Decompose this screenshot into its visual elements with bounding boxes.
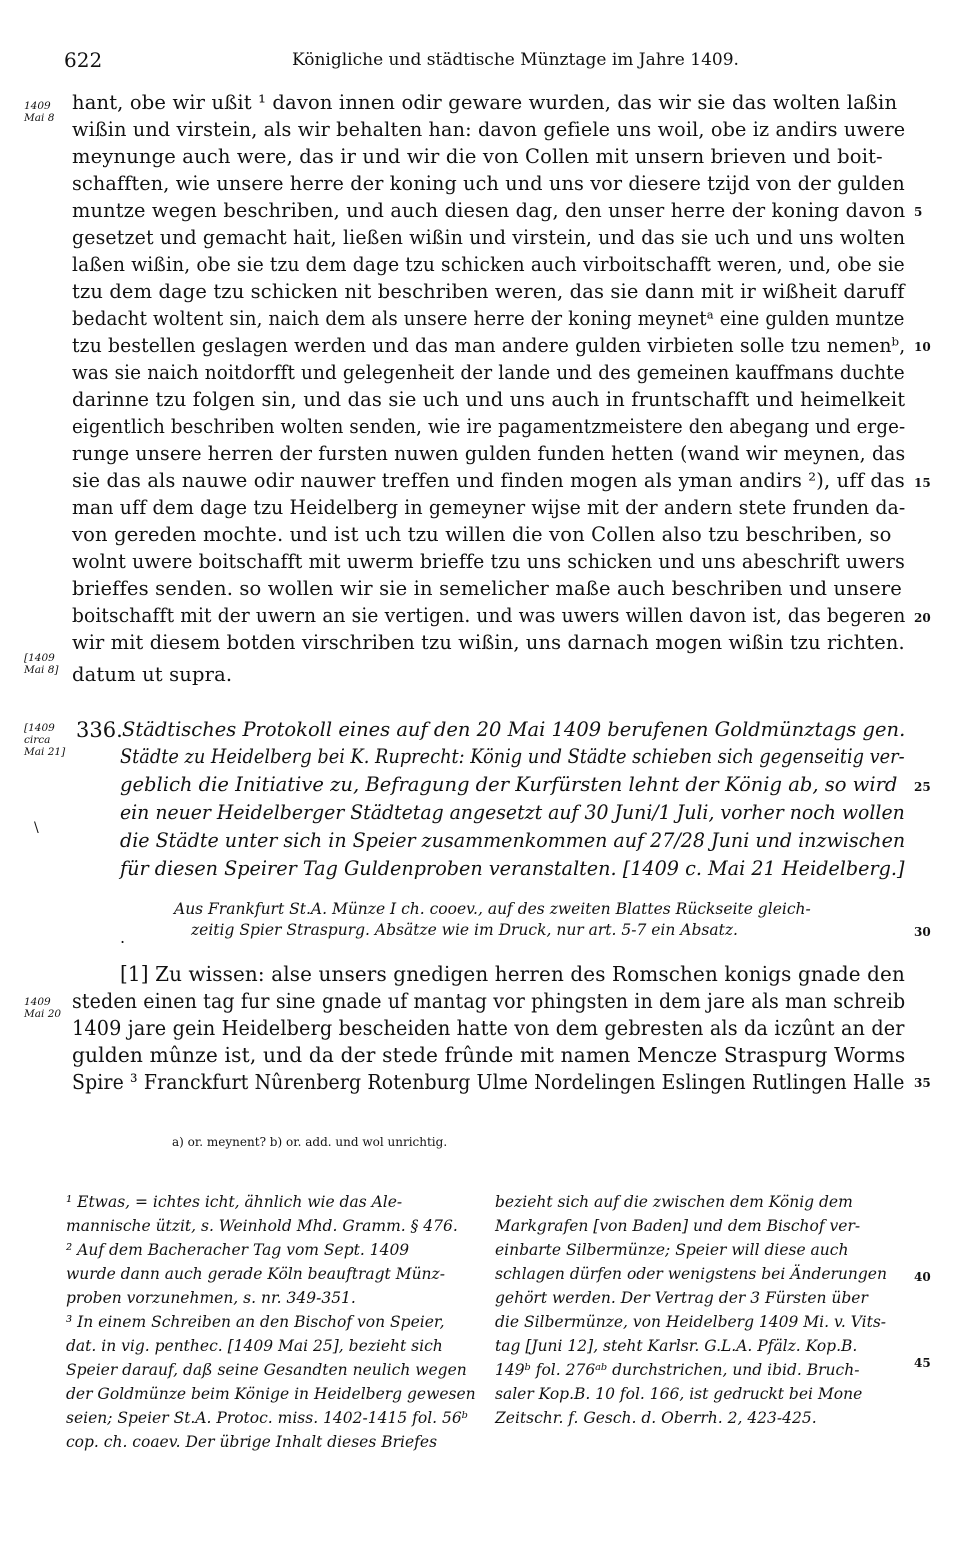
- text-line: eigentlich beschriben wolten senden, wie ire pagamentzmeistere den abegang und erge-: [72, 415, 906, 438]
- footnote-line: ² Auf dem Bacheracher Tag vom Sept. 1409: [66, 1241, 410, 1259]
- footnote-line: einbarte Silbermünze; Speier will diese auch: [495, 1241, 849, 1259]
- footnote-line: 149ᵇ fol. 276ᵃᵇ durchstrichen, und ibid. Bruch-: [495, 1361, 860, 1379]
- footnote-line: seien; Speier St.A. Protoc. miss. 1402-1415 fol. 56ᵇ: [66, 1409, 468, 1427]
- footnote-line: dat. in vig. penthec. [1409 Mai 25], bezieht sich: [66, 1337, 443, 1355]
- footnote-line: Markgrafen [von Baden] und dem Bischof ver-: [495, 1217, 861, 1235]
- summary-line: Städte zu Heidelberg bei K. Ruprecht: König und Städte schieben sich gegenseitig ver-: [120, 745, 905, 768]
- text-line: von gereden mochte. und ist uch tzu willen die von Collen also tzu beschriben, so: [72, 523, 892, 546]
- margin-date-line: 1409: [24, 996, 51, 1008]
- line-number: 30: [914, 925, 931, 939]
- text-line: gesetzet und gemacht hait, ließen wißin und virstein, und das sie uch und uns wolten: [72, 226, 906, 249]
- text-line: datum ut supra.: [72, 663, 233, 686]
- footnote-line: gehört werden. Der Vertrag der 3 Fürsten über: [495, 1289, 868, 1307]
- line-number: 45: [914, 1356, 931, 1370]
- line-number: 40: [914, 1270, 931, 1284]
- line-number: 20: [914, 611, 931, 625]
- footnote-line: cop. ch. coaev. Der übrige Inhalt dieses Briefes: [66, 1433, 438, 1451]
- text-line: tzu dem dage tzu schicken nit beschriben weren, das sie dann mit ir wißheit daruff: [72, 280, 905, 303]
- margin-date-second: [24, 996, 61, 1020]
- text-line: [1] Zu wissen: alse unsers gnedigen herren des Romschen konigs gnade den: [120, 962, 905, 986]
- margin-date-line: Mai 20: [24, 1008, 62, 1020]
- source-line: Aus Frankfurt St.A. Münze I ch. cooev., auf des zweiten Blattes Rückseite gleich-: [174, 900, 811, 918]
- text-line: bedacht woltent sin, naich dem als unsere herre der koning meynetᵃ eine gulden muntze: [72, 307, 905, 330]
- text-line: Spire ³ Franckfurt Nûrenberg Rotenburg Ulme Nordelingen Eslingen Rutlingen Halle: [72, 1070, 905, 1094]
- footnote-line: Speier darauf, daß seine Gesandten neulich wegen: [66, 1361, 467, 1379]
- text-line: hant, obe wir ußit ¹ davon innen odir geware wurden, das wir sie das wolten laßin: [72, 91, 898, 114]
- footnote-line: bezieht sich auf die zwischen dem König dem: [495, 1193, 853, 1211]
- text-line: darinne tzu folgen sin, und das sie uch und uns auch in fruntschafft und heimelkeit: [72, 388, 906, 411]
- footnote-line: der Goldmünze beim Könige in Heidelberg gewesen: [66, 1385, 476, 1403]
- line-number: 5: [914, 205, 923, 219]
- footnote-line: saler Kop.B. 10 fol. 166, ist gedruckt bei Mone: [495, 1385, 863, 1403]
- text-line: meynunge auch were, das ir und wir die von Collen mit unsern brieven und boit-: [72, 145, 883, 168]
- summary-line: ein neuer Heidelberger Städtetag angesetzt auf 30 Juni/1 Juli, vorher noch wollen: [120, 801, 905, 824]
- summary-line: Städtisches Protokoll eines auf den 20 Mai 1409 berufenen Goldmünztags gen.: [122, 718, 906, 741]
- footnote-line: wurde dann auch gerade Köln beauftragt Münz-: [66, 1265, 445, 1283]
- text-line: boitschafft mit der uwern an sie vertigen. und was uwers willen davon ist, das begeren: [72, 604, 906, 627]
- line-number: 25: [914, 780, 931, 794]
- margin-date-line: circa: [24, 734, 51, 746]
- margin-date-line: [1409: [24, 722, 55, 734]
- text-line: wir mit diesem botden virschriben tzu wißin, uns darnach mogen wißin tzu richten.: [72, 631, 905, 654]
- line-number: 10: [914, 340, 931, 354]
- margin-date-line: [1409: [24, 652, 55, 664]
- stray-dot: .: [120, 928, 126, 947]
- text-line: man uff dem dage tzu Heidelberg in gemeyner wijse mit der andern stete frunden da-: [72, 496, 906, 519]
- text-line: steden einen tag fur sine gnade uf mantag vor phingsten in dem jare als man schreib: [72, 989, 906, 1013]
- footnote-line: Zeitschr. f. Gesch. d. Oberrh. 2, 423-425.: [495, 1409, 817, 1427]
- text-line: wolnt uwere boitschafft mit uwerm brieffe tzu uns schicken und uns abeschrift uwers: [72, 550, 905, 573]
- text-line: sie das als nauwe odir nauwer treffen und finden mogen als yman andirs ²), uff das: [72, 469, 905, 492]
- entry-number: 336.: [76, 718, 123, 742]
- variant-note: a) or. meynent? b) or. add. und wol unrichtig.: [172, 1135, 448, 1149]
- margin-date-datum: [24, 652, 58, 676]
- margin-date-line: 1409: [24, 100, 51, 112]
- text-line: brieffes senden. so wollen wir sie in semelicher maße auch beschriben und unsere: [72, 577, 902, 600]
- running-title: Königliche und städtische Münztage im Jahre 1409.: [292, 50, 739, 70]
- source-line: zeitig Spier Straspurg. Absätze wie im Druck, nur art. 5-7 ein Absatz.: [191, 921, 738, 939]
- text-line: 1409 jare gein Heidelberg bescheiden hatte von dem gebresten als da iczûnt an der: [72, 1016, 905, 1040]
- footnote-line: mannische ützit, s. Weinhold Mhd. Gramm. § 476.: [66, 1217, 458, 1235]
- text-line: gulden mûnze ist, und da der stede frûnde mit namen Mencze Straspurg Worms: [72, 1043, 906, 1067]
- text-line: muntze wegen beschriben, und auch diesen dag, den unser herre der koning davon: [72, 199, 906, 222]
- line-number: 15: [914, 476, 931, 490]
- footnote-line: schlagen dürfen oder wenigstens bei Änderungen: [495, 1265, 887, 1283]
- stray-mark: \: [34, 820, 39, 836]
- line-number: 35: [914, 1076, 931, 1090]
- text-line: schafften, wie unsere herre der koning uch und uns vor diesere tzijd von der gulden: [72, 172, 905, 195]
- footnote-line: die Silbermünze, von Heidelberg 1409 Mi. v. Vits-: [495, 1313, 887, 1331]
- text-line: was sie naich noitdorfft und gelegenheit der lande und des gemeinen kauffmans duchte: [72, 361, 905, 384]
- summary-line: die Städte unter sich in Speier zusammenkommen auf 27/28 Juni und inzwischen: [120, 829, 906, 852]
- footnote-line: tag [Juni 12], steht Karlsr. G.L.A. Pfälz. Kop.B.: [495, 1337, 858, 1355]
- margin-date-entry: [24, 722, 65, 758]
- summary-line: geblich die Initiative zu, Befragung der Kurfürsten lehnt der König ab, so wird: [120, 773, 898, 796]
- margin-date-top: [24, 100, 54, 124]
- summary-line: für diesen Speirer Tag Guldenproben veranstalten. [1409 c. Mai 21 Heidelberg.]: [120, 857, 905, 880]
- margin-date-line: Mai 8: [24, 112, 55, 124]
- text-line: wißin und virstein, als wir behalten han: davon gefiele uns woil, obe iz andirs uwere: [72, 118, 906, 141]
- page-number: 622: [64, 48, 103, 72]
- text-line: runge unsere herren der fursten nuwen gulden funden hetten (wand wir meynen, das: [72, 442, 906, 465]
- footnote-line: ¹ Etwas, = ichtes icht, ähnlich wie das Ale-: [66, 1193, 403, 1211]
- margin-date-line: Mai 21]: [24, 746, 66, 758]
- text-line: tzu bestellen geslagen werden und das man andere gulden virbieten solle tzu nemenᵇ,: [72, 334, 906, 357]
- footnote-line: proben vorzunehmen, s. nr. 349-351.: [66, 1289, 356, 1307]
- footnote-line: ³ In einem Schreiben an den Bischof von Speier,: [66, 1313, 445, 1331]
- text-line: laßen wißin, obe sie tzu dem dage tzu schicken auch virboitschafft weren, und, obe sie: [72, 253, 905, 276]
- margin-date-line: Mai 8]: [24, 664, 59, 676]
